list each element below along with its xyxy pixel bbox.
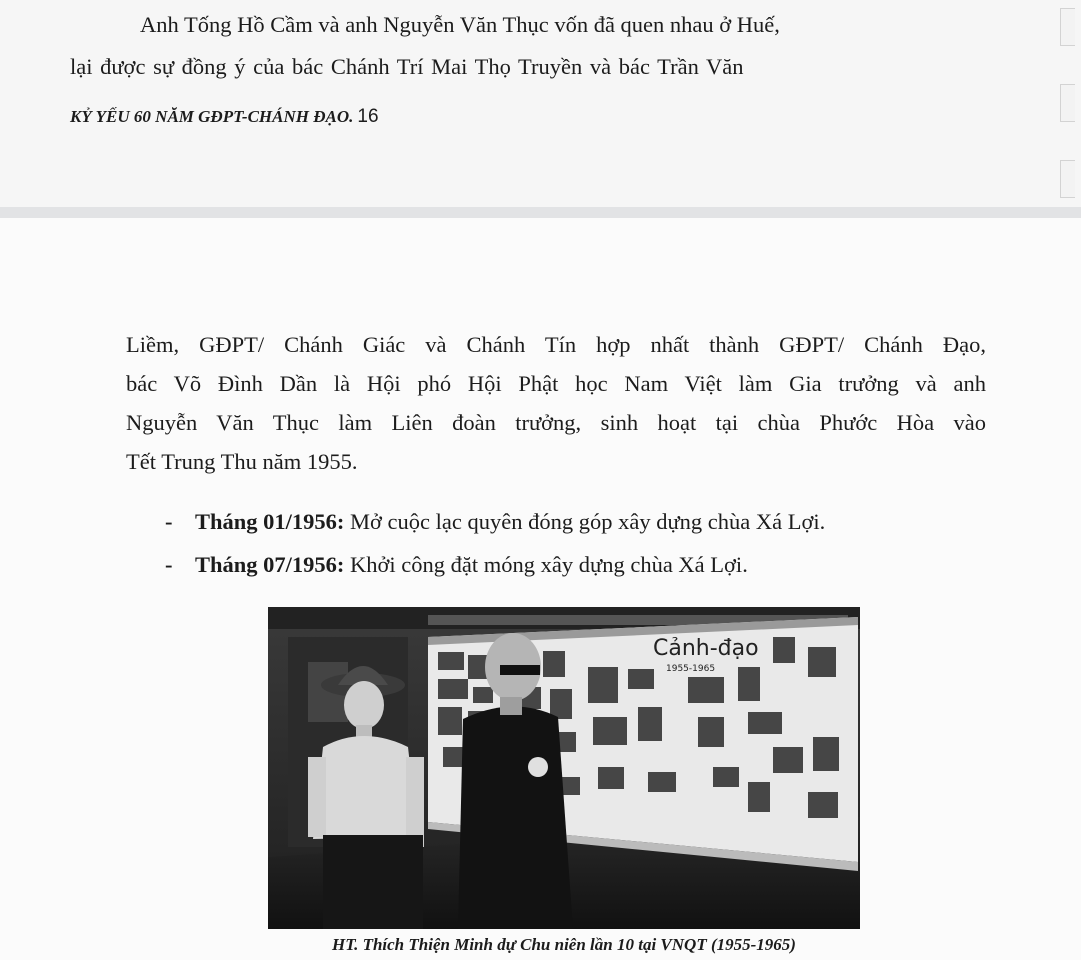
paragraph-line: Tết Trung Thu năm 1955.: [126, 449, 358, 474]
previous-page: [0, 0, 1081, 207]
list-item: [165, 550, 748, 580]
page-number: 16: [357, 106, 379, 127]
historical-photo: [268, 607, 860, 929]
bullet-date: Tháng 07/1956:: [195, 552, 345, 577]
bullet-dash: -: [165, 552, 173, 577]
scroll-tab[interactable]: [1060, 84, 1075, 122]
bullet-text: Mở cuộc lạc quyên đóng góp xây dựng chùa Xá Lợi.: [344, 509, 826, 534]
bullet-date: Tháng 01/1956:: [195, 509, 345, 534]
page-footer: [70, 102, 379, 131]
paragraph-line: Liềm, GĐPT/ Chánh Giác và Chánh Tín hợp nhất thành GĐPT/ Chánh Đạo,: [126, 332, 986, 357]
body-paragraph: [126, 325, 986, 481]
paragraph-line: bác Võ Đình Dần là Hội phó Hội Phật học Nam Việt làm Gia trưởng và anh: [126, 371, 986, 396]
page-separator: [0, 207, 1081, 218]
text-line: Anh Tống Hồ Cầm và anh Nguyễn Văn Thục vốn đã quen nhau ở Huế,: [140, 12, 780, 37]
scroll-tab[interactable]: [1060, 160, 1075, 198]
board-years: 1955-1965: [666, 664, 716, 674]
text-line: lại được sự đồng ý của bác Chánh Trí Mai Thọ Truyền và bác Trần Văn: [70, 54, 744, 79]
bullet-dash: -: [165, 509, 173, 534]
scroll-tab[interactable]: [1060, 8, 1075, 46]
bullet-text: Khởi công đặt móng xây dựng chùa Xá Lợi.: [344, 552, 748, 577]
photo-caption: HT. Thích Thiện Minh dự Chu niên lần 10 tại VNQT (1955-1965): [332, 935, 796, 954]
paragraph-line: Nguyễn Văn Thục làm Liên đoàn trưởng, sinh hoạt tại chùa Phước Hòa vào: [126, 410, 986, 435]
list-item: [165, 507, 825, 537]
photo-illustration: [268, 607, 860, 929]
board-title: Cảnh-đạo: [653, 636, 759, 661]
footer-title: KỶ YẾU 60 NĂM GĐPT-CHÁNH ĐẠO.: [70, 107, 354, 126]
